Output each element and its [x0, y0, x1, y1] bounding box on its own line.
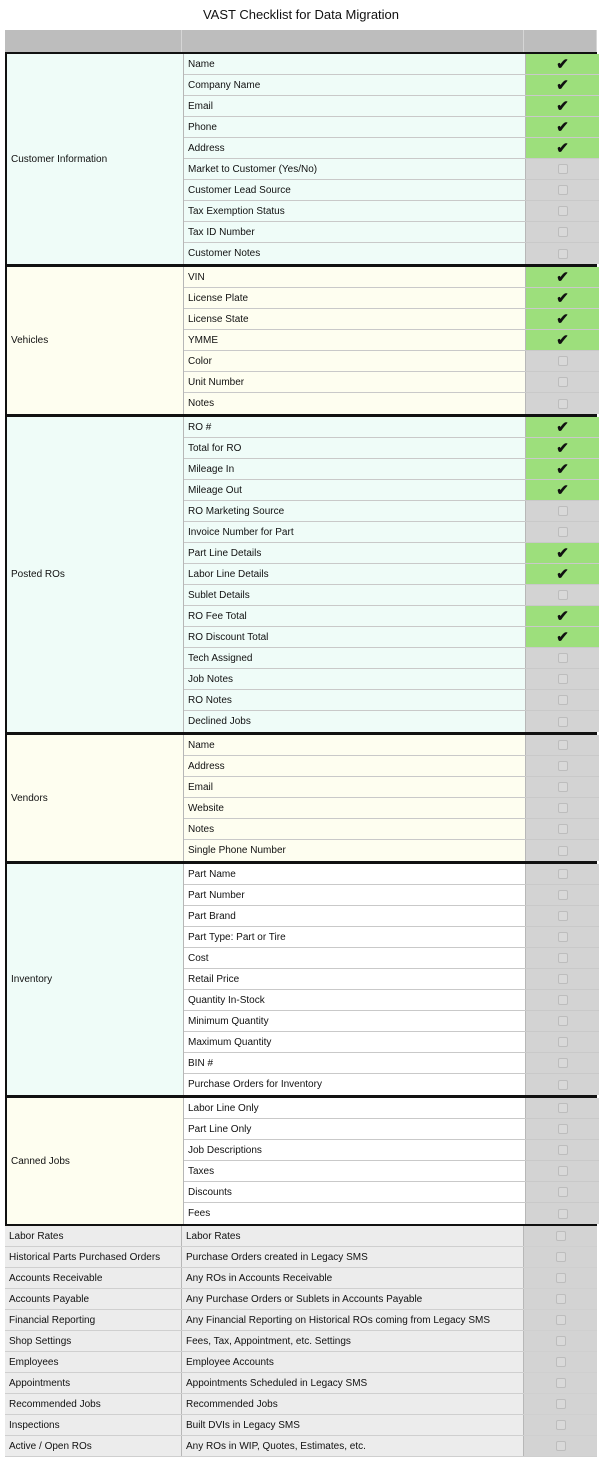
checkbox-cell[interactable] — [526, 480, 599, 500]
empty-checkbox-icon — [558, 890, 568, 900]
empty-checkbox-icon — [556, 1231, 566, 1241]
table-row — [184, 1182, 599, 1203]
empty-checkbox-icon — [558, 717, 568, 727]
checkbox-cell[interactable] — [526, 243, 599, 264]
section-customer-information — [5, 52, 597, 266]
table-row — [184, 75, 599, 96]
checkbox-cell[interactable] — [524, 1436, 597, 1456]
empty-checkbox-icon — [556, 1378, 566, 1388]
table-row — [184, 969, 599, 990]
field-label: BIN # — [184, 1053, 526, 1073]
checkbox-cell[interactable] — [526, 627, 599, 647]
checkbox-cell[interactable] — [526, 351, 599, 371]
table-row — [184, 1203, 599, 1224]
empty-checkbox-icon — [558, 356, 568, 366]
field-label: RO Discount Total — [184, 627, 526, 647]
field-label: Sublet Details — [184, 585, 526, 605]
checkbox-cell[interactable] — [526, 1203, 599, 1224]
checkmark-icon: ✔ — [556, 289, 569, 307]
field-label: Part Brand — [184, 906, 526, 926]
empty-checkbox-icon — [558, 1037, 568, 1047]
field-label: Part Type: Part or Tire — [184, 927, 526, 947]
table-row — [184, 267, 599, 288]
section-category-label: Customer Information — [7, 54, 184, 264]
field-label: Name — [184, 54, 526, 74]
field-label: RO # — [184, 417, 526, 437]
table-row — [184, 417, 599, 438]
table-row — [184, 1053, 599, 1074]
checkbox-cell[interactable] — [526, 330, 599, 350]
checkbox-cell[interactable] — [526, 585, 599, 605]
table-row — [184, 585, 599, 606]
field-label: Labor Line Only — [184, 1098, 526, 1118]
checkbox-cell[interactable] — [526, 138, 599, 158]
empty-checkbox-icon — [556, 1315, 566, 1325]
field-label: RO Fee Total — [184, 606, 526, 626]
header-field-cell — [182, 30, 524, 52]
checkbox-cell[interactable] — [524, 1226, 597, 1246]
checkbox-cell[interactable] — [526, 990, 599, 1010]
empty-checkbox-icon — [558, 695, 568, 705]
table-row — [184, 564, 599, 585]
table-row — [184, 1032, 599, 1053]
empty-checkbox-icon — [558, 399, 568, 409]
empty-checkbox-icon — [558, 995, 568, 1005]
table-row — [184, 351, 599, 372]
empty-checkbox-icon — [558, 227, 568, 237]
table-row — [184, 330, 599, 351]
section-rows — [184, 864, 599, 1095]
table-row — [5, 1373, 597, 1394]
checkbox-cell[interactable] — [524, 1352, 597, 1372]
field-label: Mileage Out — [184, 480, 526, 500]
table-row — [184, 1161, 599, 1182]
field-label: Name — [184, 735, 526, 755]
field-label: Address — [184, 756, 526, 776]
checkmark-icon: ✔ — [556, 139, 569, 157]
field-label: Retail Price — [184, 969, 526, 989]
checkbox-cell[interactable] — [526, 288, 599, 308]
empty-checkbox-icon — [558, 974, 568, 984]
row-category-label: Active / Open ROs — [5, 1436, 182, 1456]
checkbox-cell[interactable] — [524, 1268, 597, 1288]
checkbox-cell[interactable] — [526, 1182, 599, 1202]
field-label: RO Notes — [184, 690, 526, 710]
checkbox-cell[interactable] — [526, 438, 599, 458]
checkmark-icon: ✔ — [556, 628, 569, 646]
field-label: Phone — [184, 117, 526, 137]
field-label: Address — [184, 138, 526, 158]
empty-checkbox-icon — [556, 1399, 566, 1409]
field-label: Tech Assigned — [184, 648, 526, 668]
checkbox-cell[interactable] — [526, 54, 599, 74]
table-row — [184, 393, 599, 414]
table-row — [5, 1415, 597, 1436]
checkmark-icon: ✔ — [556, 439, 569, 457]
field-label: Color — [184, 351, 526, 371]
field-label: Any Purchase Orders or Sublets in Accounts Payable — [182, 1289, 524, 1309]
row-category-label: Accounts Payable — [5, 1289, 182, 1309]
empty-checkbox-icon — [558, 206, 568, 216]
table-row — [184, 756, 599, 777]
checkbox-cell[interactable] — [526, 819, 599, 839]
checkbox-cell[interactable] — [526, 459, 599, 479]
field-label: Maximum Quantity — [184, 1032, 526, 1052]
checkbox-cell[interactable] — [526, 840, 599, 861]
section-canned-jobs — [5, 1096, 597, 1226]
checkbox-cell[interactable] — [524, 1331, 597, 1351]
checkbox-cell[interactable] — [526, 906, 599, 926]
checkmark-icon: ✔ — [556, 97, 569, 115]
empty-checkbox-icon — [558, 869, 568, 879]
table-row — [184, 438, 599, 459]
checkbox-cell[interactable] — [526, 159, 599, 179]
field-label: YMME — [184, 330, 526, 350]
field-label: RO Marketing Source — [184, 501, 526, 521]
section-vendors — [5, 733, 597, 863]
checkbox-cell[interactable] — [526, 948, 599, 968]
table-row — [184, 501, 599, 522]
field-label: Tax Exemption Status — [184, 201, 526, 221]
empty-checkbox-icon — [558, 1166, 568, 1176]
section-category-label: Inventory — [7, 864, 184, 1095]
field-label: Tax ID Number — [184, 222, 526, 242]
section-rows — [184, 267, 599, 414]
table-row — [184, 648, 599, 669]
table-row — [5, 1247, 597, 1268]
table-row — [184, 459, 599, 480]
checkbox-cell[interactable] — [526, 669, 599, 689]
checkmark-icon: ✔ — [556, 310, 569, 328]
field-label: VIN — [184, 267, 526, 287]
checkmark-icon: ✔ — [556, 607, 569, 625]
field-label: Notes — [184, 819, 526, 839]
checkbox-cell[interactable] — [526, 648, 599, 668]
checkbox-cell[interactable] — [526, 927, 599, 947]
section-posted-ros — [5, 415, 597, 734]
empty-checkbox-icon — [558, 1145, 568, 1155]
checkbox-cell[interactable] — [526, 267, 599, 287]
table-row — [184, 819, 599, 840]
empty-checkbox-icon — [558, 803, 568, 813]
field-label: Fees, Tax, Appointment, etc. Settings — [182, 1331, 524, 1351]
field-label: Employee Accounts — [182, 1352, 524, 1372]
field-label: Total for RO — [184, 438, 526, 458]
field-label: Taxes — [184, 1161, 526, 1181]
empty-checkbox-icon — [558, 1080, 568, 1090]
table-row — [5, 1289, 597, 1310]
table-row — [184, 309, 599, 330]
empty-checkbox-icon — [558, 846, 568, 856]
checkbox-cell[interactable] — [526, 501, 599, 521]
field-label: Customer Notes — [184, 243, 526, 264]
checkmark-icon: ✔ — [556, 76, 569, 94]
field-label: Labor Rates — [182, 1226, 524, 1246]
table-row — [184, 948, 599, 969]
header-check-cell — [524, 30, 597, 52]
empty-checkbox-icon — [558, 1187, 568, 1197]
field-label: Appointments Scheduled in Legacy SMS — [182, 1373, 524, 1393]
table-row — [184, 288, 599, 309]
empty-checkbox-icon — [556, 1273, 566, 1283]
field-label: Any Financial Reporting on Historical ROs coming from Legacy SMS — [182, 1310, 524, 1330]
checkbox-cell[interactable] — [526, 372, 599, 392]
table-row — [184, 690, 599, 711]
table-row — [5, 1394, 597, 1415]
table-row — [5, 1268, 597, 1289]
table-row — [184, 798, 599, 819]
checkbox-cell[interactable] — [526, 885, 599, 905]
field-label: Any ROs in WIP, Quotes, Estimates, etc. — [182, 1436, 524, 1456]
checkbox-cell[interactable] — [526, 798, 599, 818]
table-row — [184, 627, 599, 648]
empty-checkbox-icon — [556, 1294, 566, 1304]
table-row — [184, 201, 599, 222]
section-category-label: Canned Jobs — [7, 1098, 184, 1224]
checkmark-icon: ✔ — [556, 268, 569, 286]
empty-checkbox-icon — [558, 740, 568, 750]
checkbox-cell[interactable] — [526, 1011, 599, 1031]
empty-checkbox-icon — [558, 1058, 568, 1068]
table-row — [184, 138, 599, 159]
empty-checkbox-icon — [558, 527, 568, 537]
empty-checkbox-icon — [556, 1252, 566, 1262]
empty-checkbox-icon — [558, 377, 568, 387]
table-header — [5, 30, 597, 53]
section-rows — [184, 1098, 599, 1224]
checkbox-cell[interactable] — [526, 222, 599, 242]
table-row — [184, 864, 599, 885]
field-label: Purchase Orders created in Legacy SMS — [182, 1247, 524, 1267]
row-category-label: Employees — [5, 1352, 182, 1372]
table-row — [184, 480, 599, 501]
checkbox-cell[interactable] — [526, 606, 599, 626]
empty-checkbox-icon — [556, 1357, 566, 1367]
empty-checkbox-icon — [558, 1209, 568, 1219]
checkmark-icon: ✔ — [556, 481, 569, 499]
field-label: Labor Line Details — [184, 564, 526, 584]
section-category-label: Vehicles — [7, 267, 184, 414]
table-row — [184, 222, 599, 243]
checkbox-cell[interactable] — [526, 1032, 599, 1052]
checkbox-cell[interactable] — [526, 309, 599, 329]
header-category-cell — [5, 30, 182, 52]
section-rows — [184, 417, 599, 732]
page-title: VAST Checklist for Data Migration — [202, 7, 400, 22]
row-category-label: Shop Settings — [5, 1331, 182, 1351]
table-row — [184, 840, 599, 861]
checkbox-cell[interactable] — [526, 417, 599, 437]
table-row — [184, 96, 599, 117]
table-row — [184, 117, 599, 138]
field-label: Part Name — [184, 864, 526, 884]
table-row — [184, 735, 599, 756]
table-row — [184, 1011, 599, 1032]
section-category-label: Posted ROs — [7, 417, 184, 732]
table-row — [184, 243, 599, 264]
checkbox-cell[interactable] — [526, 96, 599, 116]
checkbox-cell[interactable] — [526, 117, 599, 137]
field-label: Job Notes — [184, 669, 526, 689]
checkmark-icon: ✔ — [556, 55, 569, 73]
checkbox-cell[interactable] — [526, 756, 599, 776]
checkbox-cell[interactable] — [526, 969, 599, 989]
field-label: Discounts — [184, 1182, 526, 1202]
field-label: Unit Number — [184, 372, 526, 392]
field-label: Invoice Number for Part — [184, 522, 526, 542]
field-label: Any ROs in Accounts Receivable — [182, 1268, 524, 1288]
row-category-label: Labor Rates — [5, 1226, 182, 1246]
empty-checkbox-icon — [558, 249, 568, 259]
table-row — [184, 777, 599, 798]
checkbox-cell[interactable] — [526, 75, 599, 95]
table-row — [184, 606, 599, 627]
checkmark-icon: ✔ — [556, 331, 569, 349]
checkbox-cell[interactable] — [526, 1140, 599, 1160]
empty-checkbox-icon — [558, 590, 568, 600]
row-category-label: Accounts Receivable — [5, 1268, 182, 1288]
table-row — [184, 1119, 599, 1140]
table-row — [184, 1098, 599, 1119]
field-label: Cost — [184, 948, 526, 968]
row-category-label: Historical Parts Purchased Orders — [5, 1247, 182, 1267]
checkbox-cell[interactable] — [524, 1289, 597, 1309]
checkbox-cell[interactable] — [526, 735, 599, 755]
checkbox-cell[interactable] — [526, 690, 599, 710]
checkmark-icon: ✔ — [556, 118, 569, 136]
checkbox-cell[interactable] — [524, 1415, 597, 1435]
empty-checkbox-icon — [558, 164, 568, 174]
row-category-label: Recommended Jobs — [5, 1394, 182, 1414]
checkbox-cell[interactable] — [526, 1161, 599, 1181]
section-inventory — [5, 862, 597, 1097]
checkmark-icon: ✔ — [556, 418, 569, 436]
row-category-label: Financial Reporting — [5, 1310, 182, 1330]
checkbox-cell[interactable] — [524, 1310, 597, 1330]
row-category-label: Appointments — [5, 1373, 182, 1393]
field-label: Website — [184, 798, 526, 818]
checkbox-cell[interactable] — [524, 1247, 597, 1267]
table-row — [184, 927, 599, 948]
empty-checkbox-icon — [558, 185, 568, 195]
field-label: License Plate — [184, 288, 526, 308]
checkbox-cell[interactable] — [526, 1053, 599, 1073]
field-label: Minimum Quantity — [184, 1011, 526, 1031]
table-row — [184, 159, 599, 180]
table-row — [184, 711, 599, 732]
table-row — [184, 543, 599, 564]
empty-checkbox-icon — [558, 1016, 568, 1026]
field-label: Part Line Only — [184, 1119, 526, 1139]
empty-checkbox-icon — [558, 506, 568, 516]
checkmark-icon: ✔ — [556, 565, 569, 583]
checkbox-cell[interactable] — [526, 864, 599, 884]
field-label: Built DVIs in Legacy SMS — [182, 1415, 524, 1435]
table-row — [184, 54, 599, 75]
checkmark-icon: ✔ — [556, 460, 569, 478]
checklist-table — [5, 30, 597, 1457]
table-row — [184, 522, 599, 543]
empty-checkbox-icon — [556, 1441, 566, 1451]
field-label: Fees — [184, 1203, 526, 1224]
field-label: Email — [184, 777, 526, 797]
checkbox-cell[interactable] — [526, 564, 599, 584]
field-label: Notes — [184, 393, 526, 414]
field-label: Quantity In-Stock — [184, 990, 526, 1010]
field-label: Declined Jobs — [184, 711, 526, 732]
checkbox-cell[interactable] — [526, 711, 599, 732]
table-row — [184, 1140, 599, 1161]
empty-checkbox-icon — [556, 1336, 566, 1346]
empty-checkbox-icon — [558, 911, 568, 921]
table-row — [184, 180, 599, 201]
empty-checkbox-icon — [558, 782, 568, 792]
field-label: Email — [184, 96, 526, 116]
field-label: Purchase Orders for Inventory — [184, 1074, 526, 1095]
empty-checkbox-icon — [558, 1103, 568, 1113]
field-label: Market to Customer (Yes/No) — [184, 159, 526, 179]
field-label: Part Number — [184, 885, 526, 905]
checkbox-cell[interactable] — [526, 201, 599, 221]
checkbox-cell[interactable] — [526, 543, 599, 563]
section-rows — [184, 54, 599, 264]
section-category-label: Vendors — [7, 735, 184, 861]
table-row — [5, 1436, 597, 1457]
checkbox-cell[interactable] — [524, 1394, 597, 1414]
checkbox-cell[interactable] — [526, 180, 599, 200]
row-category-label: Inspections — [5, 1415, 182, 1435]
empty-checkbox-icon — [558, 674, 568, 684]
table-row — [184, 885, 599, 906]
table-row — [184, 372, 599, 393]
checkbox-cell[interactable] — [526, 522, 599, 542]
checkbox-cell[interactable] — [526, 1098, 599, 1118]
table-row — [5, 1331, 597, 1352]
table-row — [5, 1310, 597, 1331]
field-label: Part Line Details — [184, 543, 526, 563]
table-row — [184, 906, 599, 927]
field-label: Company Name — [184, 75, 526, 95]
section-rows — [184, 735, 599, 861]
table-row — [184, 990, 599, 1011]
empty-checkbox-icon — [558, 1124, 568, 1134]
checkbox-cell[interactable] — [526, 1119, 599, 1139]
checkbox-cell[interactable] — [524, 1373, 597, 1393]
empty-checkbox-icon — [558, 953, 568, 963]
field-label: License State — [184, 309, 526, 329]
table-row — [5, 1352, 597, 1373]
checkbox-cell[interactable] — [526, 1074, 599, 1095]
table-row — [184, 1074, 599, 1095]
checkbox-cell[interactable] — [526, 777, 599, 797]
empty-checkbox-icon — [558, 824, 568, 834]
section-vehicles — [5, 265, 597, 416]
field-label: Customer Lead Source — [184, 180, 526, 200]
field-label: Job Descriptions — [184, 1140, 526, 1160]
checkbox-cell[interactable] — [526, 393, 599, 414]
field-label: Mileage In — [184, 459, 526, 479]
empty-checkbox-icon — [558, 932, 568, 942]
field-label: Single Phone Number — [184, 840, 526, 861]
field-label: Recommended Jobs — [182, 1394, 524, 1414]
empty-checkbox-icon — [558, 761, 568, 771]
empty-checkbox-icon — [558, 653, 568, 663]
table-row — [5, 1226, 597, 1247]
empty-checkbox-icon — [556, 1420, 566, 1430]
table-row — [184, 669, 599, 690]
checkmark-icon: ✔ — [556, 544, 569, 562]
